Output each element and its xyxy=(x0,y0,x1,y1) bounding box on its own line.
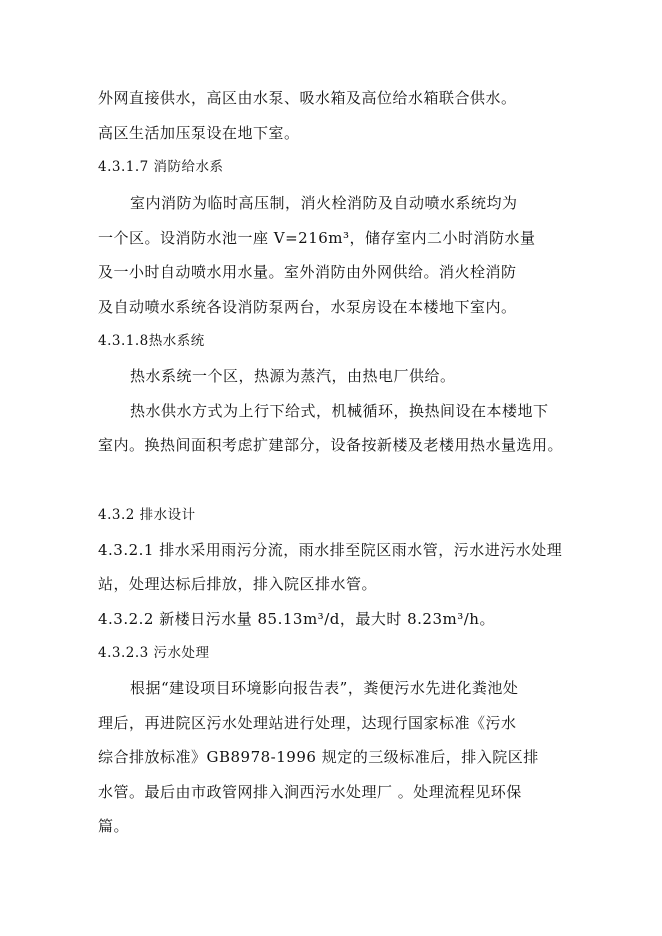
section-heading: 4.3.1.7 消防给水系 xyxy=(98,159,224,175)
text-line: 水管。最后由市政管网排入涧西污水处理厂 。处理流程见环保 xyxy=(98,783,522,801)
text-line: 站，处理达标后排放，排入院区排水管。 xyxy=(98,575,378,593)
text-line: 室内消防为临时高压制，消火栓消防及自动喷水系统均为 xyxy=(130,194,518,212)
text-line: 高区生活加压泵设在地下室。 xyxy=(98,124,300,142)
section-heading: 4.3.2 排水设计 xyxy=(98,507,196,523)
text-line: 篇。 xyxy=(98,817,130,835)
text-line: 4.3.2.1 排水采用雨污分流，雨水排至院区雨水管，污水进污水处理 xyxy=(98,541,563,559)
text-line: 及一小时自动喷水用水量。室外消防由外网供给。消火栓消防 xyxy=(98,263,517,281)
text-line: 热水系统一个区，热源为蒸汽，由热电厂供给。 xyxy=(130,367,456,385)
text-line: 室内。换热间面积考虑扩建部分，设备按新楼及老楼用热水量选用。 xyxy=(98,436,564,454)
text-line: 综合排放标准》GB8978-1996 规定的三级标准后，排入院区排 xyxy=(98,748,539,766)
section-heading: 4.3.1.8热水系统 xyxy=(98,333,205,349)
text-line: 一个区。设消防水池一座 V=216m³，储存室内二小时消防水量 xyxy=(98,229,536,247)
text-line: 4.3.2.2 新楼日污水量 85.13m³/d，最大时 8.23m³/h。 xyxy=(98,610,495,628)
text-line: 根据“建设项目环境影向报告表”，粪便污水先进化粪池处 xyxy=(130,679,519,697)
text-line: 热水供水方式为上行下给式，机械循环，换热间设在本楼地下 xyxy=(130,402,549,420)
text-line: 理后，再进院区污水处理站进行处理，达现行国家标准《污水 xyxy=(98,714,517,732)
section-heading: 4.3.2.3 污水处理 xyxy=(98,645,210,661)
text-line: 及自动喷水系统各设消防泵两台，水泵房设在本楼地下室内。 xyxy=(98,298,517,316)
text-line: 外网直接供水，高区由水泵、吸水箱及高位给水箱联合供水。 xyxy=(98,89,517,107)
